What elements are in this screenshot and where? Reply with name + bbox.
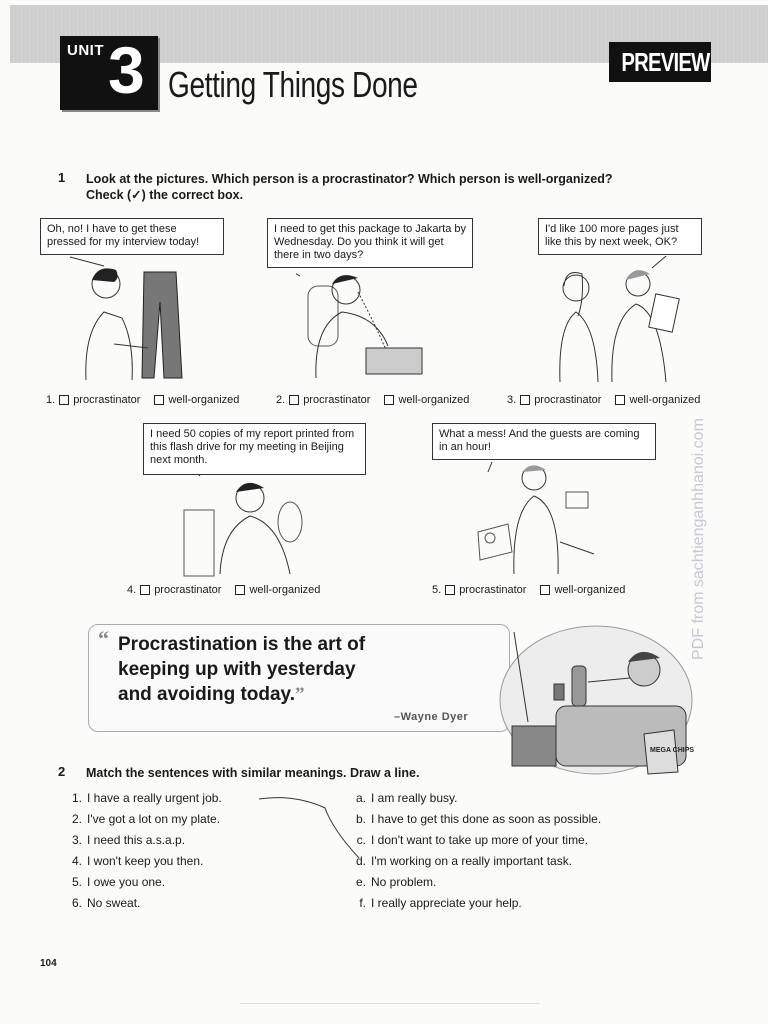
right-item-f[interactable]: f. I really appreciate your help. (359, 896, 522, 910)
left-item-5[interactable]: 5. I owe you one. (71, 875, 166, 889)
preview-badge: PREVIEW (609, 42, 711, 82)
illustration-woman-with-pants (64, 252, 204, 382)
checkbox-item-2-well-organized[interactable] (384, 395, 394, 405)
left-item-6[interactable]: 6. No sweat. (71, 896, 141, 910)
page-number: 104 (40, 958, 57, 969)
speech-bubble-4: I need 50 copies of my report printed from this flash drive for my meeting in Beijing next month. (143, 423, 366, 475)
illustration-boss-and-assistant (556, 256, 696, 384)
checkbox-item-2-procrastinator[interactable] (289, 395, 299, 405)
illustration-messy-kitchen (474, 462, 604, 578)
exercise-2-instruction: Match the sentences with similar meanings. Draw a line. (86, 766, 420, 780)
illustration-man-on-couch (498, 622, 694, 776)
checkbox-item-1-procrastinator[interactable] (59, 395, 69, 405)
example-match-line (255, 790, 365, 870)
watermark-text: PDF from sachtienganhhanoi.com (690, 418, 707, 660)
checkbox-item-1-well-organized[interactable] (154, 395, 164, 405)
illustration-man-at-desk (180, 474, 310, 578)
checkbox-item-3-well-organized[interactable] (615, 395, 625, 405)
right-item-c[interactable]: c. I don't want to take up more of your time. (356, 833, 589, 847)
checkbox-item-4-procrastinator[interactable] (140, 585, 150, 595)
right-item-e[interactable]: e. No problem. (355, 875, 437, 889)
speech-bubble-3: I'd like 100 more pages just like this by next week, OK? (538, 218, 702, 255)
quote-author: –Wayne Dyer (394, 711, 469, 723)
chip-bag-label: MEGA CHIPS (650, 747, 694, 754)
right-item-b[interactable]: b. I have to get this done as soon as possible. (355, 812, 602, 826)
right-item-a[interactable]: a. I am really busy. (355, 791, 458, 805)
item-5-options: 5. procrastinator well-organized (432, 584, 626, 596)
speech-bubble-1: Oh, no! I have to get these pressed for my interview today! (40, 218, 224, 255)
speech-bubble-5: What a mess! And the guests are coming in an hour! (432, 423, 656, 460)
page-title: Getting Things Done (168, 64, 418, 105)
speech-bubble-2: I need to get this package to Jakarta by Wednesday. Do you think it will get there in two days? (267, 218, 473, 268)
left-item-1[interactable]: 1. I have a really urgent job. (71, 791, 222, 805)
checkbox-item-3-procrastinator[interactable] (520, 395, 530, 405)
exercise-1-instruction: Look at the pictures. Which person is a procrastinator? Which person is well-organized? Check (✓) the correct box. (86, 172, 613, 202)
item-4-options: 4. procrastinator well-organized (127, 584, 321, 596)
item-3-options: 3. procrastinator well-organized (507, 394, 701, 406)
checkbox-item-5-well-organized[interactable] (540, 585, 550, 595)
checkbox-item-4-well-organized[interactable] (235, 585, 245, 595)
unit-number: 3 (108, 33, 145, 107)
left-item-3[interactable]: 3. I need this a.s.a.p. (71, 833, 186, 847)
unit-label: UNIT (67, 42, 104, 59)
exercise-2-number: 2 (58, 764, 66, 779)
item-2-options: 2. procrastinator well-organized (276, 394, 470, 406)
item-1-options: 1. procrastinator well-organized (46, 394, 240, 406)
right-item-d[interactable]: d. I'm working on a really important task. (355, 854, 573, 868)
left-item-4[interactable]: 4. I won't keep you then. (71, 854, 204, 868)
illustration-man-on-phone (296, 266, 436, 386)
exercise-1-number: 1 (58, 170, 66, 185)
checkbox-item-5-procrastinator[interactable] (445, 585, 455, 595)
open-quote-icon: “ (98, 626, 109, 651)
footer-divider (240, 1003, 540, 1004)
quote-text: Procrastination is the art of keeping up with yesterday and avoiding today.” (118, 634, 366, 705)
left-item-2[interactable]: 2. I've got a lot on my plate. (71, 812, 221, 826)
unit-badge (60, 33, 158, 110)
